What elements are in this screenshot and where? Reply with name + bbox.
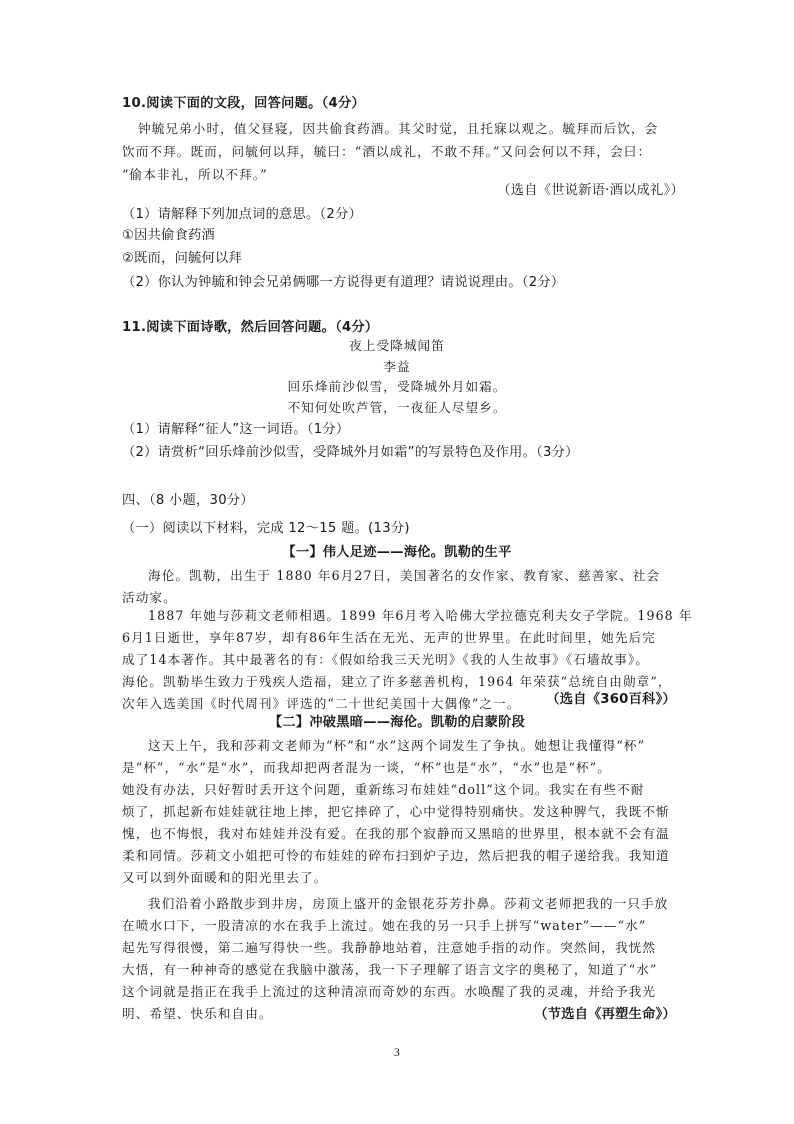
material2-line: 愧，也不悔恨，我对布娃娃并没有爱。在我的那个寂静而又黑暗的世界里，根本就不会有温 <box>122 826 670 841</box>
material2-line: 这天上午，我和莎莉文老师为“杯”和“水”这两个词发生了争执。她想让我懂得“杯” <box>148 738 646 753</box>
q10-item-1: ①因共偷食药酒 <box>122 228 216 243</box>
page-number: 3 <box>393 1045 401 1059</box>
q10-title: 10.阅读下面的文段，回答问题。（4分） <box>122 96 365 111</box>
section4-heading: 四、（8 小题，30分） <box>122 493 254 508</box>
material1-title: 【一】伟人足迹——海伦。凯勒的生平 <box>282 545 512 560</box>
material2-line: 在喷水口下，一股清凉的水在我手上流过。她在我的另一只手上拼写“water”——“水” <box>122 918 647 933</box>
material2-source: （节选自《再塑生命》） <box>534 1007 676 1022</box>
material1-line: 活动家。 <box>122 590 177 605</box>
q10-passage-line: “偷本非礼，所以不拜。” <box>122 167 268 182</box>
q11-sub1: （1）请解释“征人”这一词语。（1分） <box>122 422 350 437</box>
material2-line: 明、希望、快乐和自由。 <box>122 1006 273 1021</box>
q10-sub1: （1）请解释下列加点词的意思。（2分） <box>122 207 363 222</box>
material2-line: 烦了，抓起新布娃娃就往地上摔，把它摔碎了，心中觉得特别痛快。发这种脾气，我既不惭 <box>122 804 670 819</box>
q10-source: （选自《世说新语·酒以成礼》） <box>497 183 684 198</box>
material1-line: 1887 年她与莎莉文老师相遇。1899 年6月考入哈佛大学拉德克利夫女子学院。1968 年 <box>148 608 693 623</box>
material1-line: 海伦。凯勒，出生于 1880 年6月27日，美国著名的女作家、教育家、慈善家、社会 <box>148 568 661 583</box>
material2-line: 这个词就是指正在我手上流过的这种清凉而奇妙的东西。水唤醒了我的灵魂，并给予我光 <box>122 984 657 999</box>
material2-line: 柔和同情。莎莉文小姐把可怜的布娃娃的碎布扫到炉子边，然后把我的帽子递给我。我知道 <box>122 848 670 863</box>
poem-title: 夜上受降城闻笛 <box>349 338 445 353</box>
material1-line: 海伦。凯勒毕生致力于残疾人造福，建立了许多慈善机构，1964 年荣获“总统自由勋章”， <box>122 674 672 689</box>
q11-title: 11.阅读下面诗歌，然后回答问题。（4分） <box>122 320 379 335</box>
q11-sub2: （2）请赏析“回乐烽前沙似雪，受降城外月如霜”的写景特色及作用。（3分） <box>122 445 579 460</box>
q10-passage-line: 饮而不拜。既而，问毓何以拜，毓曰：“酒以成礼，不敢不拜。”又问会何以不拜，会曰： <box>122 144 652 159</box>
material1-line: 次年入选美国《时代周刊》评选的“二十世纪美国十大偶像”之一。 <box>122 696 521 711</box>
q10-passage-line: 钟毓兄弟小时，值父昼寝，因共偷食药酒。其父时觉，且托寐以观之。毓拜而后饮，会 <box>138 121 659 136</box>
q10-item-2: ②既而，问毓何以拜 <box>122 251 243 266</box>
material1-line: 6月1日逝世，享年87岁，却有86年生活在无光、无声的世界里。在此时间里，她先后完 <box>122 630 656 645</box>
material2-title: 【二】冲破黑暗——海伦。凯勒的启蒙阶段 <box>268 715 526 730</box>
q10-sub2: （2）你认为钟毓和钟会兄弟俩哪一方说得更有道理？请说说理由。（2分） <box>122 275 565 290</box>
material2-line: 又可以到外面暖和的阳光里去了。 <box>122 870 328 885</box>
material2-line: 她没有办法，只好暂时丢开这个问题，重新练习布娃娃“doll”这个词。我实在有些不耐 <box>122 782 645 797</box>
material2-line: 大悟，有一种神奇的感觉在我脑中激荡，我一下子理解了语言文字的奥秘了，知道了“水” <box>122 962 658 977</box>
poem-line: 不知何处吹芦管，一夜征人尽望乡。 <box>287 400 507 415</box>
poem-line: 回乐烽前沙似雪，受降城外月如霜。 <box>287 379 507 394</box>
material1-line: 成了14本著作。其中最著名的有：《假如给我三天光明》《我的人生故事》《石墙故事》。 <box>122 652 650 667</box>
material1-source: （选自《360百科》） <box>546 692 676 707</box>
material2-line: 我们沿着小路散步到井房，房顶上盛开的金银花芬芳扑鼻。莎莉文老师把我的一只手放 <box>148 896 669 911</box>
material2-line: 是“杯”，“水”是“水”，而我却把两者混为一谈，“杯”也是“水”，“水”也是“杯”。 <box>122 760 611 775</box>
poem-author: 李益 <box>383 359 411 374</box>
material2-line: 起先写得很慢，第二遍写得快一些。我静静地站着，注意她手指的动作。突然间，我恍然 <box>122 940 657 955</box>
section4-part1: （一）阅读以下材料，完成 12～15 题。(13分) <box>122 521 410 536</box>
